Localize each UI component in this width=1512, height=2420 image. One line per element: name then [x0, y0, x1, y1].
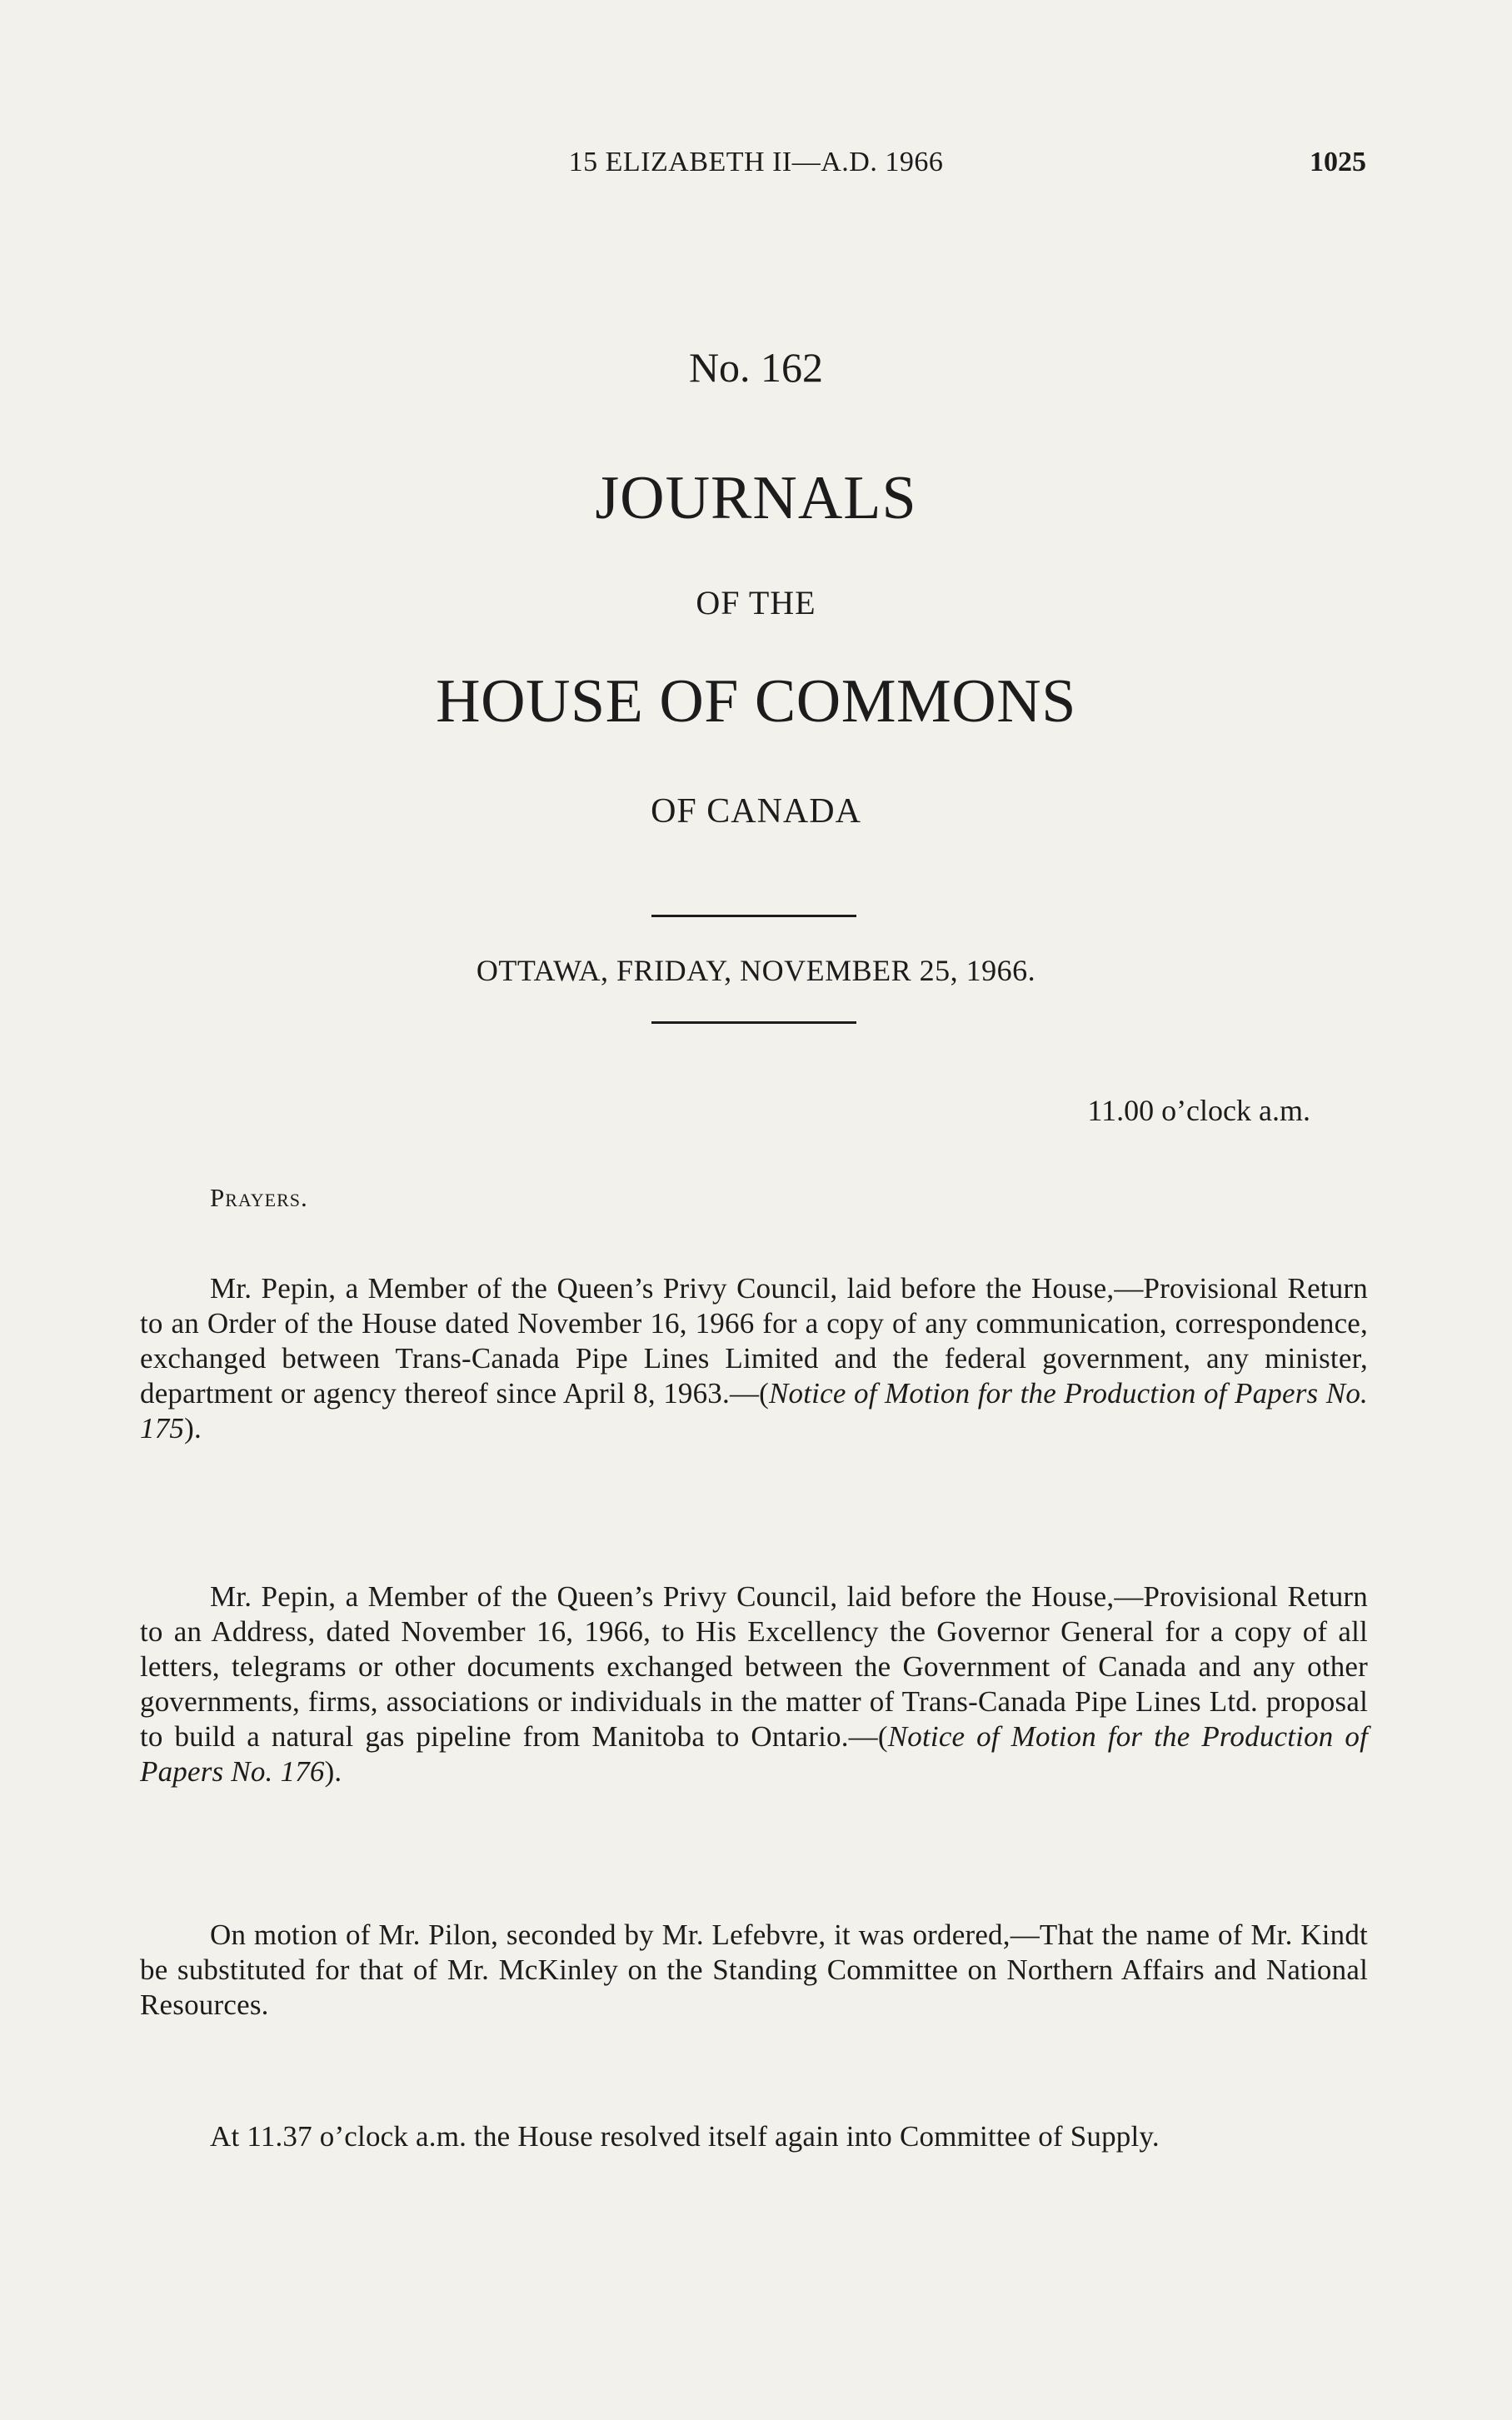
running-header: 15 ELIZABETH II—A.D. 1966: [568, 147, 944, 177]
divider-rule-bottom: [651, 1021, 856, 1024]
paragraph-italic-reference: Notice of Motion for the Production of Papers No. 175: [140, 1377, 1368, 1445]
divider-rule-top: [651, 915, 856, 917]
paragraph-italic-reference: Notice of Motion for the Production of Papers No. 176: [140, 1720, 1368, 1788]
paragraph-text: Mr. Pepin, a Member of the Queen’s Privy Council, laid before the House,—Provisional Return to an Address, dated November 16, 1966, to His Excellency the Governor General for a copy of all letters, telegrams or other documents exchanged between the Government of Canada and any other governments, firms, associations or individuals in the matter of Trans-Canada Pipe Lines Ltd. proposal to build a natural gas pipeline from Manitoba to Ontario.—(: [140, 1580, 1368, 1753]
page-number: 1025: [1310, 147, 1366, 177]
paragraph-text: On motion of Mr. Pilon, seconded by Mr. Lefebvre, it was ordered,—That the name of Mr. Kindt be substituted for that of Mr. McKinley on the Standing Committee on Northern Affairs and National Resources.: [140, 1919, 1368, 2021]
date-line: OTTAWA, FRIDAY, NOVEMBER 25, 1966.: [476, 954, 1036, 987]
paragraph-committee-of-supply: [140, 2119, 1368, 2154]
paragraph-text: Mr. Pepin, a Member of the Queen’s Privy Council, laid before the House,—Provisional Return to an Order of the House dated November 16, 1966 for a copy of any communication, correspondence, exchanged between Trans-Canada Pipe Lines Limited and the federal government, any minister, department or agency thereof since April 8, 1963.—(: [140, 1272, 1368, 1410]
title-of-canada: OF CANADA: [651, 792, 861, 831]
title-of-the: OF THE: [696, 584, 816, 621]
paragraph-return-address: [140, 1579, 1368, 1789]
paragraph-tail: ).: [184, 1412, 202, 1445]
title-journals: JOURNALS: [595, 464, 917, 532]
paragraph-return-order: [140, 1271, 1368, 1446]
issue-number: No. 162: [688, 344, 824, 391]
title-house-of-commons: HOUSE OF COMMONS: [436, 667, 1076, 736]
paragraph-text: At 11.37 o’clock a.m. the House resolved itself again into Committee of Supply.: [210, 2120, 1160, 2153]
prayers-heading: Prayers.: [210, 1183, 308, 1212]
paragraph-tail: ).: [324, 1755, 342, 1788]
paragraph-committee-substitution: [140, 1918, 1368, 2023]
sitting-time: 11.00 o’clock a.m.: [1087, 1094, 1310, 1127]
